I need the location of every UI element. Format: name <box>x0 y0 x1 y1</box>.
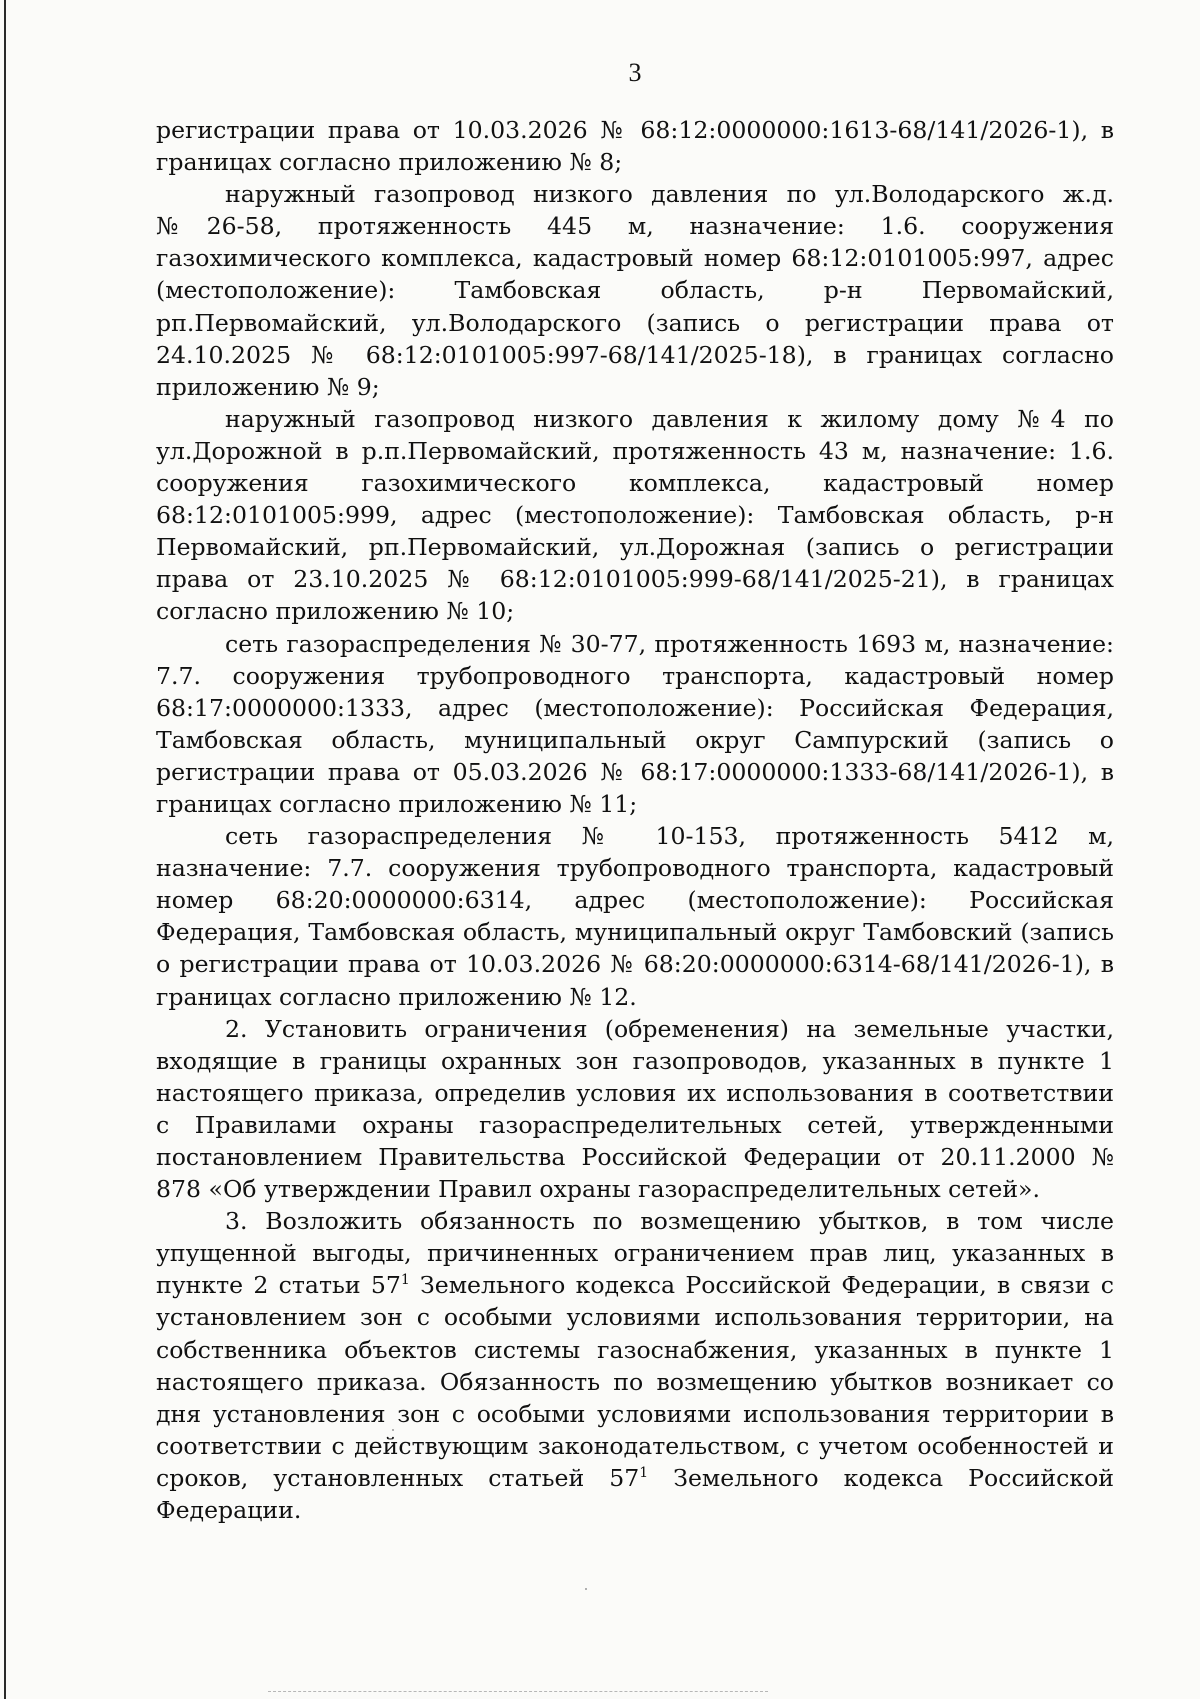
paragraph-gas-network-30-77 <box>156 628 1114 821</box>
paragraph-text: наружный газопровод низкого давления к жилому дому №4 по ул.Дорожной в р.п.Первомайский, протяженность 43 м, назначение: 1.6. сооружения газохимического комплекса, кадастровый номер 68:12:0101005:999, адрес (местоположение): Тамбовская область, р-н Первомайский, рп.Первомайский, ул.Дорожная (запись о регистрации права от 23.10.2025 № 68:12:0101005:999-68/141/2025-21), в границах согласно приложению № 10; <box>156 404 1114 626</box>
paragraph-text: сеть газораспределения № 10-153, протяженность 5412 м, назначение: 7.7. сооружения трубопроводного транспорта, кадастровый номер 68:20:0000000:6314, адрес (местоположение): Российская Федерация, Тамбовская область, муниципальный округ Тамбовский (запись о регистрации права от 10.03.2026 № 68:20:0000000:6314-68/141/2026-1), в границах согласно приложению № 12. <box>156 822 1114 1011</box>
superscript: 1 <box>400 1272 410 1289</box>
scan-speck <box>585 1588 587 1590</box>
scan-footer-line <box>268 1691 768 1692</box>
paragraph-item-2 <box>156 1013 1114 1206</box>
paragraph-continuation <box>156 114 1114 178</box>
paragraph-item-3 <box>156 1205 1114 1526</box>
paragraph-gas-pipeline-dorozhnoy <box>156 403 1114 628</box>
paragraph-text: Земельного кодекса Российской Федерации. <box>156 1463 1114 1525</box>
superscript: 1 <box>639 1464 649 1481</box>
paragraph-text: Земельного кодекса Российской Федерации, в связи с установлением зон с особыми условиями использования территории, на собственника объектов системы газоснабжения, указанных в пункте 1 настоящего приказа. Обязанность по возмещению убытков возникает со дня установления зон с особыми условиями использования территории в соответствии с действующим законодательством, с учетом особенностей и сроков, установленных статьей 57 <box>156 1271 1114 1492</box>
paragraph-gas-pipeline-volodarskogo <box>156 178 1114 403</box>
paragraph-text: сеть газораспределения № 30-77, протяженность 1693 м, назначение: 7.7. сооружения трубопроводного транспорта, кадастровый номер 68:17:0000000:1333, адрес (местоположение): Российская Федерация, Тамбовская область, муниципальный округ Сампурский (запись о регистрации права от 05.03.2026 № 68:17:0000000:1333-68/141/2026-1), в границах согласно приложению № 11; <box>156 629 1114 818</box>
document-body <box>156 114 1114 1526</box>
paragraph-text: наружный газопровод низкого давления по ул.Володарского ж.д. №26-58, протяженность 445 м, назначение: 1.6. сооружения газохимического комплекса, кадастровый номер 68:12:0101005:997, адрес (местоположение): Тамбовская область, р-н Первомайский, рп.Первомайский, ул.Володарского (запись о регистрации права от 24.10.2025 № 68:12:0101005:997-68/141/2025-18), в границах согласно приложению № 9; <box>156 180 1114 401</box>
paragraph-text: 2. Установить ограничения (обременения) на земельные участки, входящие в границы охранных зон газопроводов, указанных в пункте 1 настоящего приказа, определив условия их использования в соответствии с Правилами охраны газораспределительных сетей, утвержденными постановлением Правительства Российской Федерации от 20.11.2000 № 878 «Об утверждении Правил охраны газораспределительных сетей». <box>156 1014 1114 1204</box>
paragraph-text: регистрации права от 10.03.2026 № 68:12:0000000:1613-68/141/2026-1), в границах согласно приложению № 8; <box>156 116 1114 177</box>
paragraph-text: 3. Возложить обязанность по возмещению убытков, в том числе упущенной выгоды, причиненных ограничением прав лиц, указанных в пункте 2 статьи 57 <box>156 1207 1114 1300</box>
paragraph-gas-network-10-153 <box>156 820 1114 1013</box>
scan-speck <box>392 1429 394 1431</box>
scan-edge <box>4 0 6 1699</box>
page-number: 3 <box>628 58 642 87</box>
